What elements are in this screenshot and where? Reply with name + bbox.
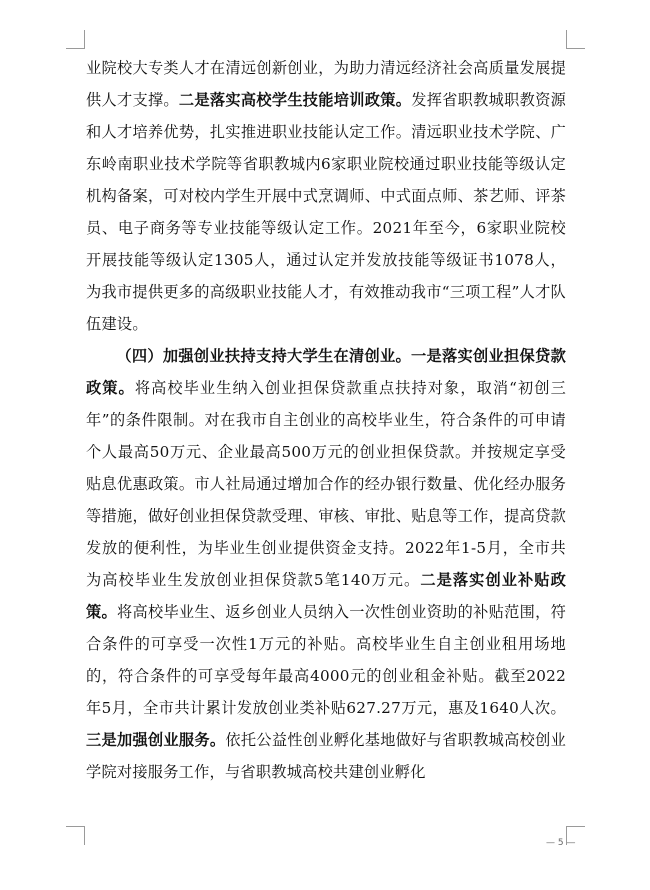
crop-mark-top-right [566, 30, 585, 49]
section-heading-four: （四）加强创业扶持支持大学生在清创业。一是落实创业担保贷款政策。 [86, 347, 566, 397]
text-run: 业院校大专类人才在清远创新创业，为助力清远经济社会高质量发展提供人才支撑。 [86, 59, 566, 109]
text-run-bold: 二是落实创业补贴政策。 [86, 571, 567, 621]
paragraph-entrepreneurship-support [86, 340, 566, 788]
document-body [86, 52, 566, 788]
text-run: 依托公益性创业孵化基地做好与省职教城高校创业学院对接服务工作，与省职教城高校共建创业孵化 [86, 731, 567, 781]
text-run: 将高校毕业生、返乡创业人员纳入一次性创业资助的补贴范围，符合条件的可享受一次性1万元的补贴。高校毕业生自主创业租用场地的，符合条件的可享受每年最高4000元的创业租金补贴。截至2022年5月，全市共计累计发放创业类补贴627.27万元，惠及1640人次。 [86, 603, 567, 717]
text-run: 将高校毕业生纳入创业担保贷款重点扶持对象，取消“初创三年”的条件限制。对在我市自主创业的高校毕业生，符合条件的可申请个人最高50万元、企业最高500万元的创业担保贷款。并按规定享受贴息优惠政策。市人社局通过增加合作的经办银行数量、优化经办服务等措施，做好创业担保贷款受理、审核、审批、贴息等工作，提高贷款发放的便利性，为毕业生创业提供资金支持。2022年1-5月，全市共为高校毕业生发放创业担保贷款5笔140万元。 [86, 379, 567, 589]
crop-mark-bottom-left [66, 826, 85, 845]
crop-mark-top-left [66, 30, 85, 49]
text-run: 发挥省职教城职教资源和人才培养优势，扎实推进职业技能认定工作。清远职业技术学院、广东岭南职业技术学院等省职教城内6家职业院校通过职业技能等级认定机构备案，可对校内学生开展中式烹调师、中式面点师、茶艺师、评茶员、电子商务等专业技能等级认定工作。2021年至今，6家职业院校开展技能等级认定1305人，通过认定并发放技能等级证书1078人，为我市提供更多的高级职业技能人才，有效推动我市“三项工程”人才队伍建设。 [86, 91, 567, 333]
page-number: — 5 — [546, 838, 576, 848]
text-run-bold: 三是加强创业服务。 [86, 731, 226, 749]
text-run-bold: 二是落实高校学生技能培训政策。 [178, 91, 412, 109]
paragraph-skills-training [86, 52, 566, 340]
